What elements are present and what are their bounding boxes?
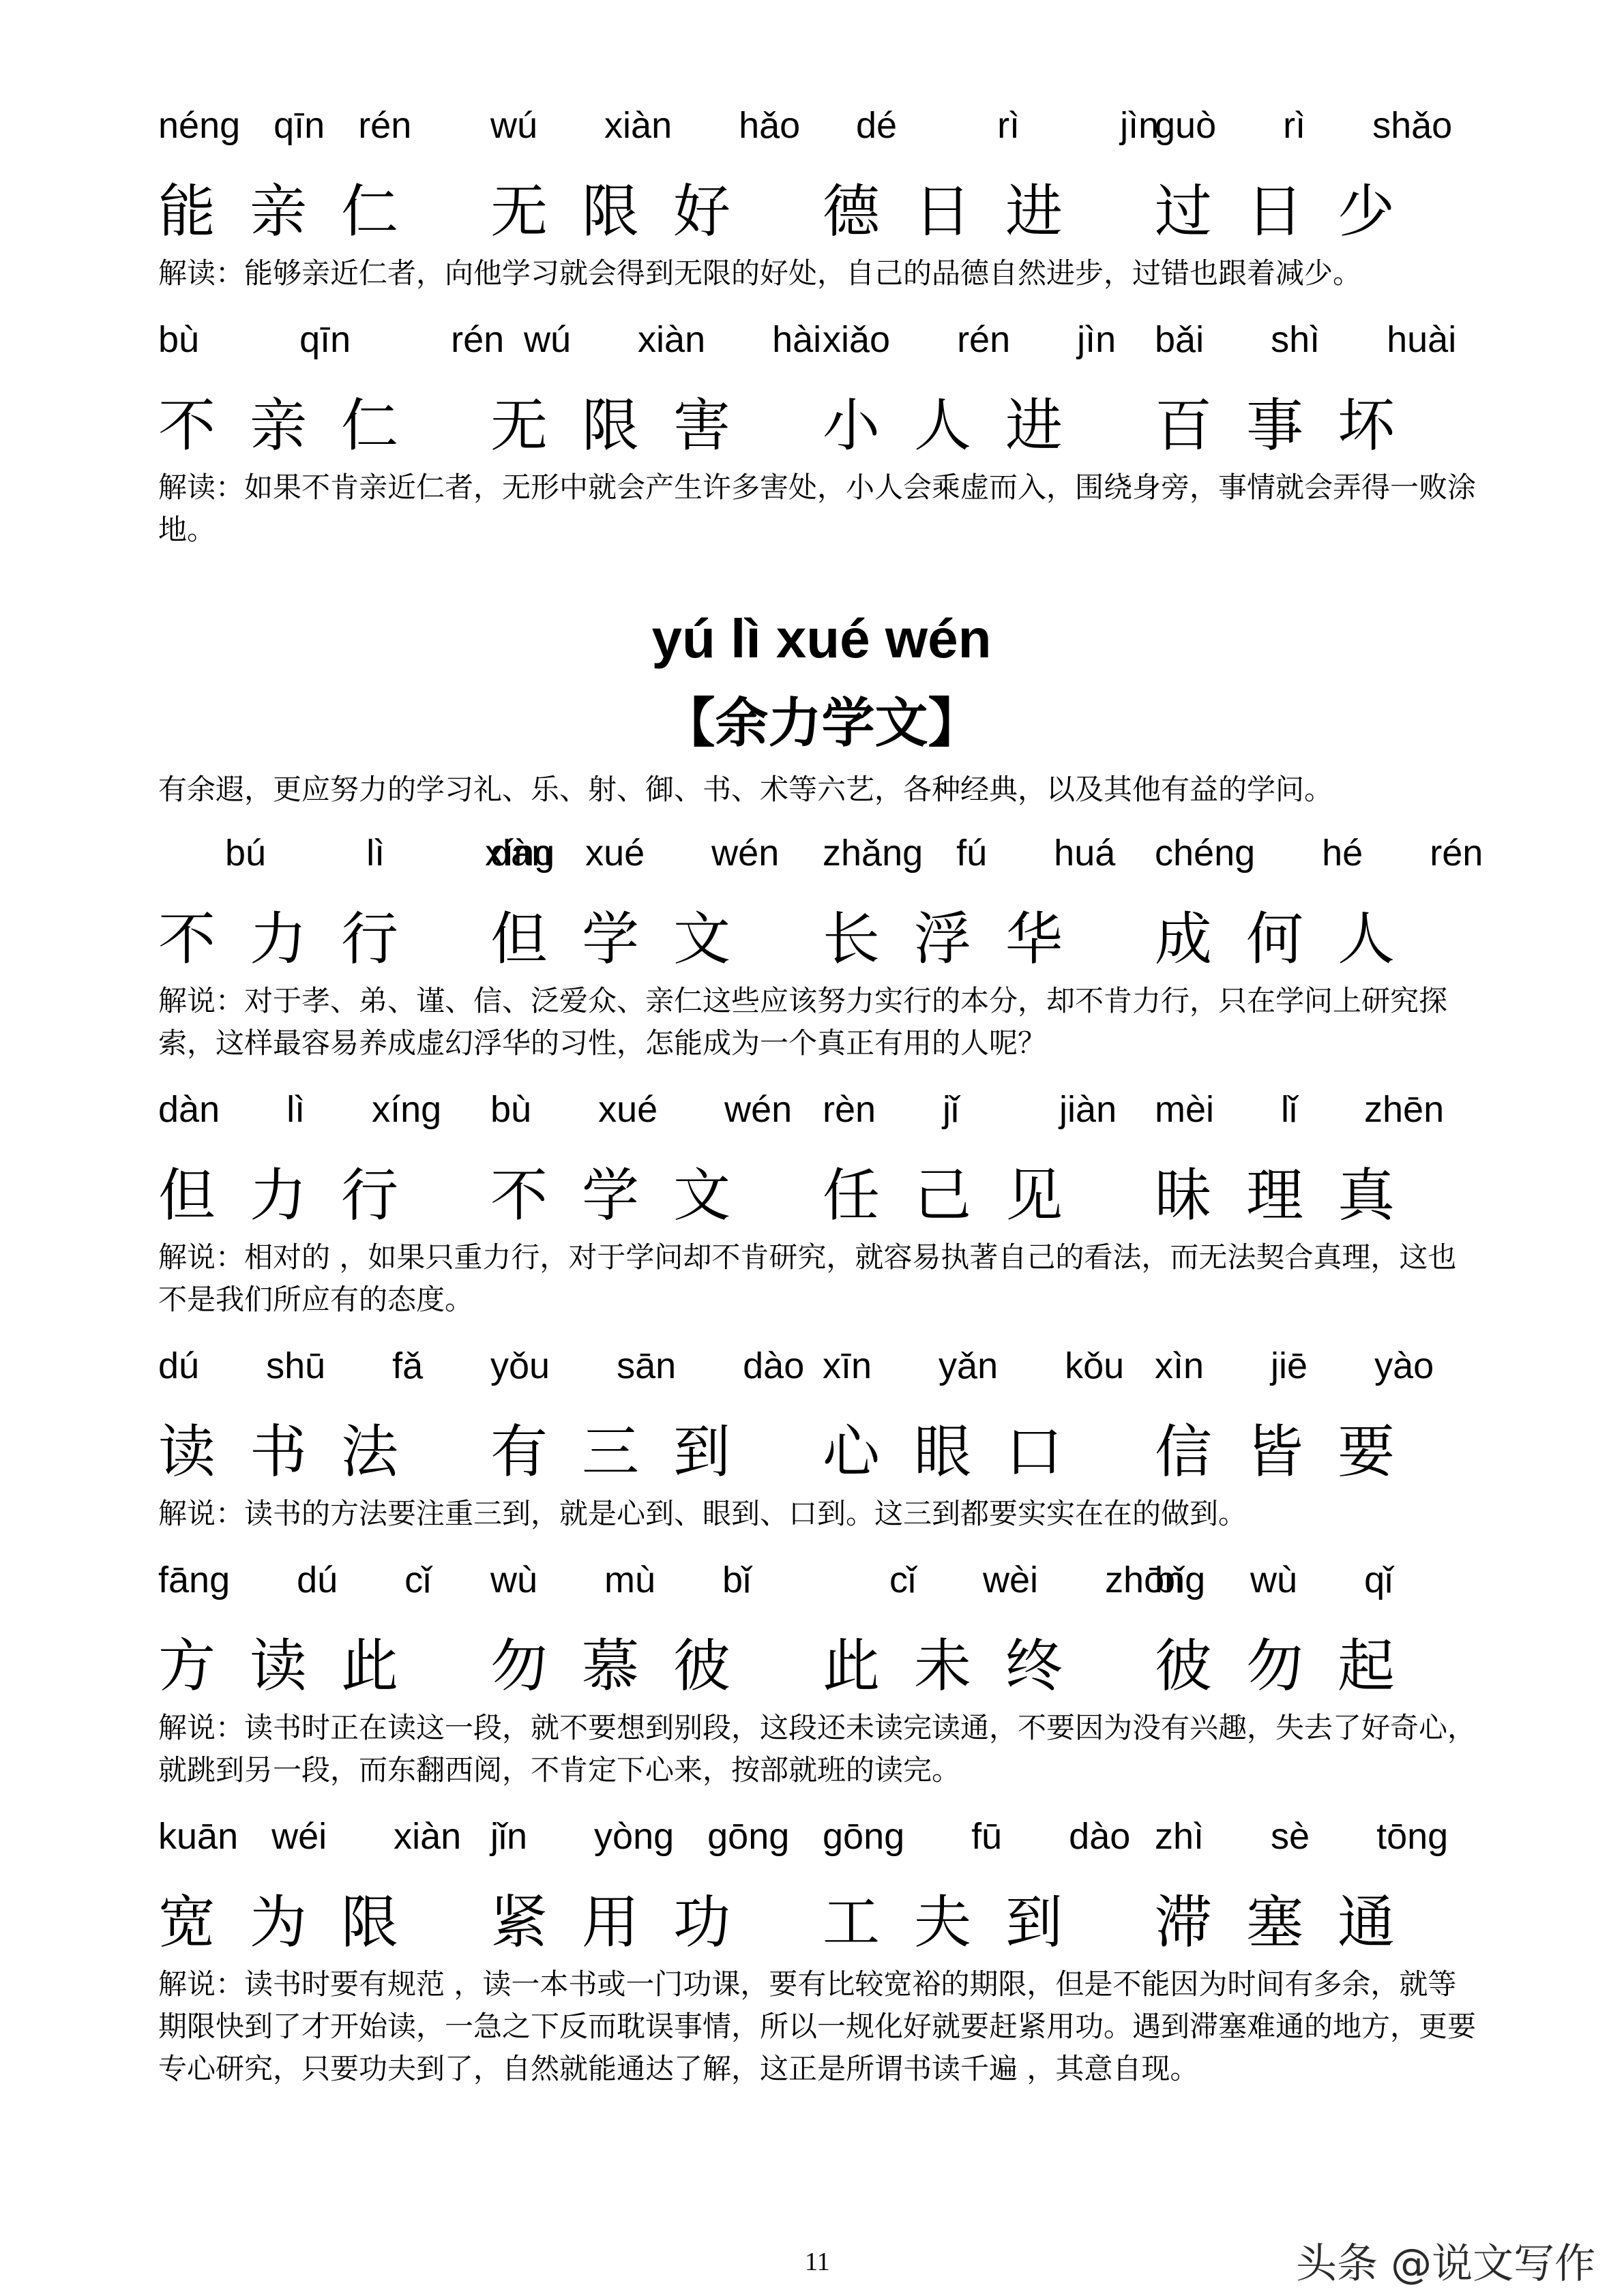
pinyin-group: cǐ wèi zhōng [823,1560,1206,1600]
pinyin-group: xiǎo rén jìn [823,319,1117,360]
hanzi-group: 不学文 [490,1162,765,1229]
explanation: 解读：如果不肯亲近仁者，无形中就会产生许多害处，小人会乘虚而入，围绕身旁，事情就会弄得一败涂地。 [158,471,1477,546]
page-number: 11 [805,2248,830,2276]
pinyin-group: jǐn yòng gōng [490,1816,790,1857]
hanzi-group: 能亲仁 [158,178,433,245]
pinyin-group: wú xiàn hǎo [490,105,801,146]
pinyin-group: xīn yǎn kǒu [823,1345,1125,1386]
pinyin-group: gōng fū dào [823,1816,1131,1857]
hanzi-group: 任己见 [823,1162,1097,1229]
hanzi-line [158,898,1485,980]
hanzi-line [158,385,1485,466]
section-yu-li-xue-wen [158,819,1485,2090]
section-title: 【余力学文】 [662,693,981,754]
hanzi-line [158,1625,1485,1707]
hanzi-group: 不力行 [158,906,433,972]
hanzi-group: 成何人 [1155,906,1430,972]
pinyin-group: guò rì shǎo [1155,105,1453,146]
hanzi-group: 读书法 [158,1418,433,1485]
hanzi-group: 小人进 [823,392,1097,459]
pinyin-group: wú xiàn hài [490,319,822,360]
pinyin-group: néng qīn rén [158,105,412,146]
pinyin-group: dú shū fǎ [158,1345,424,1386]
pinyin-group: dàn lì xíng [158,1089,442,1130]
hanzi-group: 但学文 [490,906,765,972]
hanzi-group: 德日进 [823,178,1097,245]
hanzi-group: 有三到 [490,1418,765,1485]
explanation: 解说：相对的 ，如果只重力行，对于学问却不肯研究，就容易执著自己的看法，而无法契合真理，这也不是我们所应有的态度。 [158,1240,1457,1316]
pinyin-group: rèn jǐ jiàn [823,1089,1117,1130]
hanzi-line [158,170,1485,252]
hanzi-group: 长浮华 [823,906,1097,972]
section-qin-ren [158,91,1485,551]
pinyin-group: dé rì jìn [823,105,1160,146]
pinyin-group: mèi lǐ zhēn [1155,1089,1445,1130]
pinyin-group: bǐ wù qǐ [1155,1560,1393,1600]
pinyin-line [158,1075,1485,1144]
hanzi-group: 滞塞通 [1155,1889,1430,1956]
explanation: 解说：读书时要有规范 ，读一本书或一门功课，要有比较宽裕的期限，但是不能因为时间有多余，就等期限快到了才开始读，一急之下反而耽误事情，所以一规化好就要赶紧用功。遇到滞塞难通的地方，更要专心研究，只要功夫到了，自然就能通达了解，这正是所谓书读千遍 ，其意自现。 [158,1967,1477,2085]
hanzi-group: 百事坏 [1155,392,1430,459]
section-title-pinyin: yú lì xué wén [651,608,992,669]
explanation: 解说：读书时正在读这一段，就不要想到别段，这段还未读完读通，不要因为没有兴趣，失去了好奇心，就跳到另一段，而东翻西阅，不肯定下心来，按部就班的读完。 [158,1711,1477,1787]
hanzi-group: 无限好 [490,178,765,245]
explanation: 解读：能够亲近仁者，向他学习就会得到无限的好处，自己的品德自然进步，过错也跟着减少。 [158,256,1362,290]
hanzi-group: 过日少 [1155,178,1430,245]
pinyin-line [158,819,1485,887]
pinyin-group: yǒu sān dào [490,1345,805,1386]
pinyin-group: bù qīn rén [158,319,505,360]
pinyin-group: bǎi shì huài [1155,319,1457,360]
explanation: 解说：读书的方法要注重三到，就是心到、眼到、口到。这三到都要实实在在的做到。 [158,1497,1247,1530]
hanzi-group: 不亲仁 [158,392,433,459]
hanzi-group: 心眼口 [823,1418,1097,1485]
hanzi-group: 工夫到 [823,1889,1097,1956]
hanzi-group: 方读此 [158,1632,433,1699]
section-intro: 有余遐，更应努力的学习礼、乐、射、御、书、术等六艺，各种经典，以及其他有益的学问。 [158,773,1333,806]
pinyin-line [158,1802,1485,1870]
pinyin-group: bú lì xíng [158,833,555,874]
pinyin-group: wù mù bǐ [490,1560,752,1600]
pinyin-group: zhì sè tōng [1155,1816,1449,1857]
pinyin-line [158,1332,1485,1400]
hanzi-line [158,1881,1485,1963]
hanzi-group: 此未终 [823,1632,1097,1699]
verse [158,819,1485,1064]
hanzi-line [158,1411,1485,1493]
pinyin-line [158,305,1485,374]
hanzi-group: 信皆要 [1155,1418,1430,1485]
hanzi-group: 紧用功 [490,1889,765,1956]
document-page [158,91,1485,2090]
pinyin-group: chéng hé rén [1155,833,1483,874]
pinyin-group: fāng dú cǐ [158,1560,432,1600]
hanzi-group: 宽为限 [158,1889,433,1956]
watermark: 头条 @说文写作 [1296,2240,1596,2288]
pinyin-group: kuān wéi xiàn [158,1816,462,1857]
pinyin-group: dàn xué wén [490,833,780,874]
verse [158,91,1485,295]
hanzi-group: 但力行 [158,1162,433,1229]
pinyin-group: xìn jiē yào [1155,1345,1434,1386]
verse [158,305,1485,551]
hanzi-group: 无限害 [490,392,765,459]
verse [158,1332,1485,1535]
hanzi-group: 彼勿起 [1155,1632,1430,1699]
pinyin-line [158,1546,1485,1614]
hanzi-group: 昧理真 [1155,1162,1430,1229]
hanzi-line [158,1154,1485,1236]
explanation: 解说：对于孝、弟、谨、信、泛爱众、亲仁这些应该努力实行的本分，却不肯力行，只在学问上研究探索，这样最容易养成虚幻浮华的习性，怎能成为一个真正有用的人呢？ [158,984,1448,1060]
verse [158,1075,1485,1321]
verse [158,1802,1485,2090]
pinyin-group: bù xué wén [490,1089,793,1130]
pinyin-line [158,91,1485,160]
pinyin-group: zhǎng fú huá [823,833,1116,874]
verse [158,1546,1485,1791]
hanzi-group: 勿慕彼 [490,1632,765,1699]
